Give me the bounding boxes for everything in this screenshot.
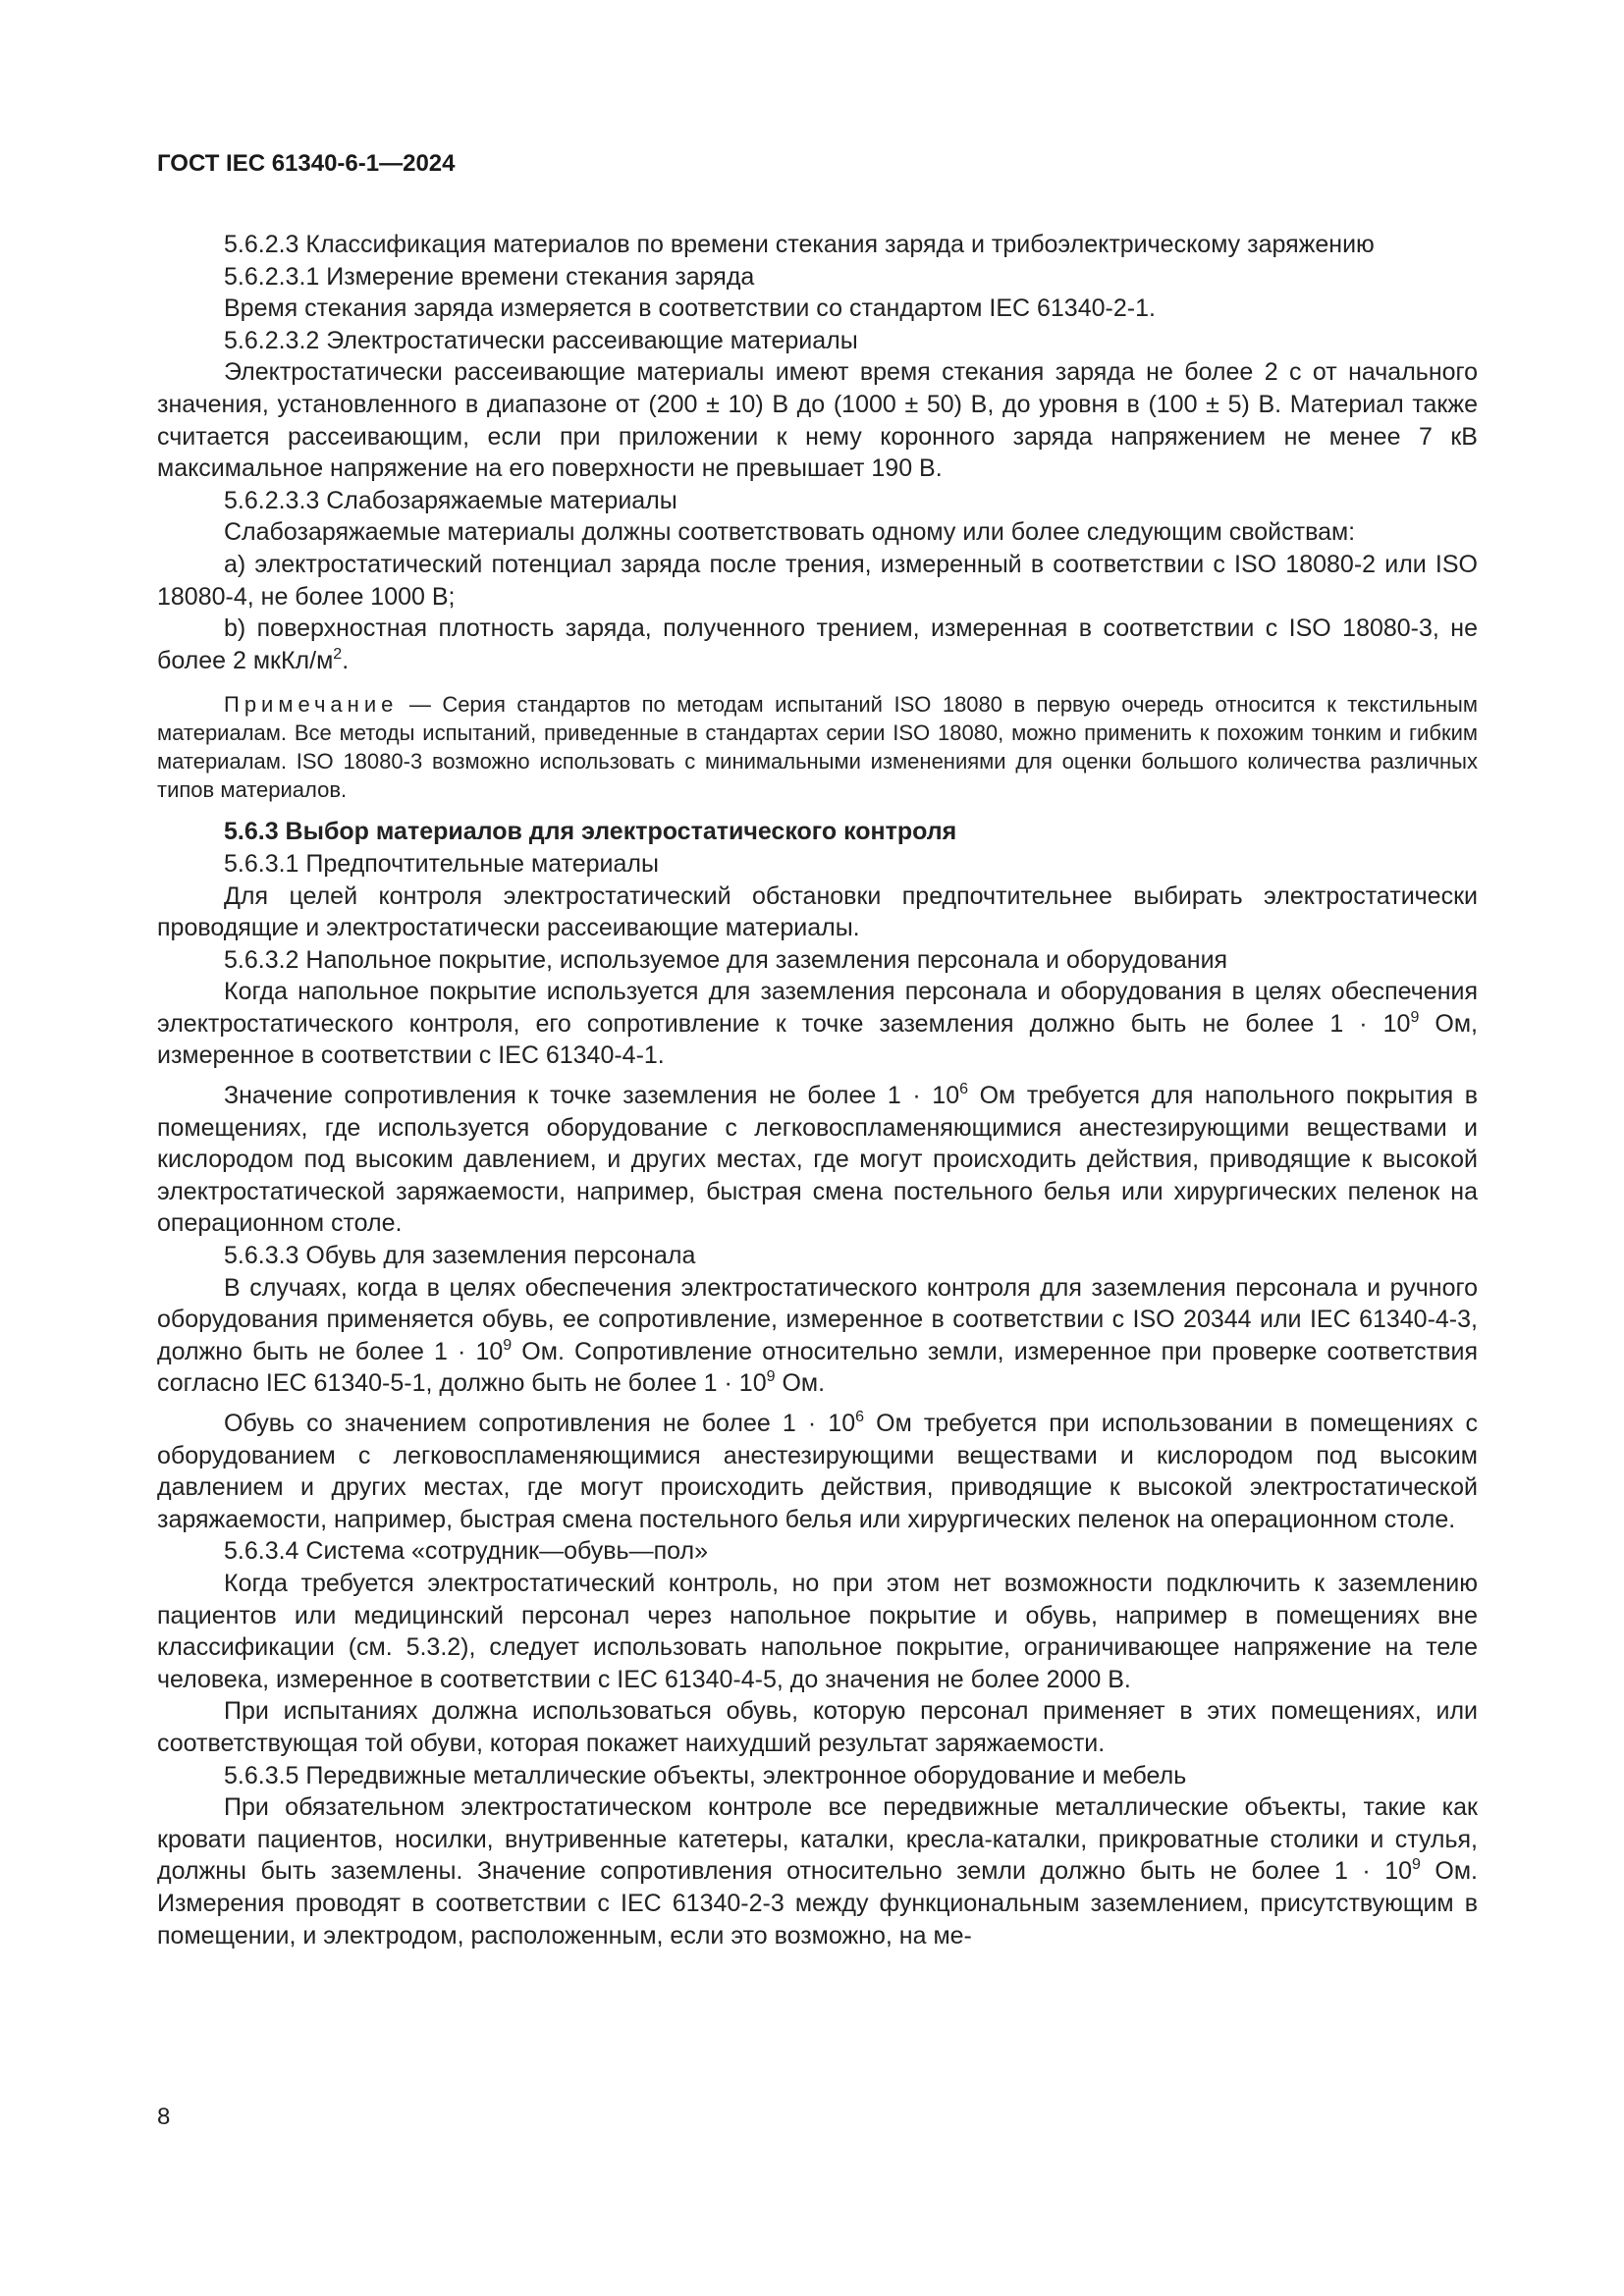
text-run: При обязательном электростатическом контроле все передвижные металлические объекты, такие как кровати пациентов, носилки, внутривенные катетеры, каталки, кресла-каталки, прикроватные столики и стулья, должны быть заземлены. Значение сопротивления относительно земли должно быть не более 1 · 10 <box>157 1793 1478 1886</box>
superscript: 9 <box>503 1336 513 1354</box>
list-item-a: a) электростатический потенциал заряда после трения, измеренный в соответствии с ISO 18080-2 или ISO 18080-4, не более 1000 В; <box>157 550 1478 611</box>
section-5-6-3-1-title: 5.6.3.1 Предпочтительные материалы <box>224 849 659 878</box>
section-5-6-3-1-text: Для целей контроля электростатический обстановки предпочтительнее выбирать электростатически проводящие и электростатически рассеивающие материалы. <box>157 881 1478 942</box>
superscript: 9 <box>1412 1856 1421 1874</box>
section-5-6-3-5-title: 5.6.3.5 Передвижные металлические объекты, электронное оборудование и мебель <box>224 1761 1187 1789</box>
list-item-b <box>157 613 1478 676</box>
section-5-6-2-3-1-text: Время стекания заряда измеряется в соответствии со стандартом IEC 61340-2-1. <box>224 294 1156 323</box>
section-5-6-2-3-2-title: 5.6.2.3.2 Электростатически рассеивающие материалы <box>224 326 858 354</box>
section-5-6-3-heading: 5.6.3 Выбор материалов для электростатического контроля <box>224 818 957 846</box>
section-5-6-3-3-paragraph-2 <box>157 1408 1478 1535</box>
text-run: Когда напольное покрытие используется для заземления персонала и оборудования в целях обеспечения электростатического контроля, его сопротивление к точке заземления должно быть не более 1 · 10 <box>157 978 1478 1038</box>
section-5-6-2-3-2-text: Электростатически рассеивающие материалы имеют время стекания заряда не более 2 с от начального значения, установленного в диапазоне от (200 ± 10) В до (1000 ± 50) В, до уровня в (100 ± 5) В. Материал также считается рассеивающим, если при приложении к нему коронного заряда напряжением не менее 7 кВ максимальное напряжение на его поверхности не превышает 190 В. <box>157 358 1478 483</box>
text-run: Ом, измеренное в соответствии с IEC 61340-4-1. <box>157 1009 1479 1070</box>
section-5-6-3-2-title: 5.6.3.2 Напольное покрытие, используемое для заземления персонала и оборудования <box>224 945 1228 974</box>
text-run: Ом. <box>775 1369 826 1398</box>
text-run: Ом требуется при использовании в помещениях с оборудованием с легковоспламеняющимися анестезирующими веществами и кислородом под высоким давлением и других местах, где могут происходить действия, приводящие к высокой электростатической заряжаемости, например, быстрая смена постельного белья или хирургических пеленок на операционном столе. <box>157 1410 1479 1533</box>
superscript: 2 <box>333 645 343 663</box>
document-header: ГОСТ IEC 61340-6-1—2024 <box>157 150 456 177</box>
section-5-6-3-2-paragraph-2 <box>157 1080 1478 1240</box>
section-5-6-2-3-3-title: 5.6.2.3.3 Слабозаряжаемые материалы <box>224 486 677 514</box>
superscript: 6 <box>959 1081 969 1098</box>
section-5-6-3-3-title: 5.6.3.3 Обувь для заземления персонала <box>224 1242 696 1270</box>
section-5-6-3-3-paragraph-1 <box>157 1272 1478 1400</box>
text-run: Ом требуется для напольного покрытия в помещениях, где используется оборудование с легковоспламеняющимися анестезирующими веществами и кислородом под высоким давлением, и других местах, где могут происходить действия, приводящие к высокой электростатической заряжаемости, например, быстрая смена постельного белья или хирургических пеленок на операционном столе. <box>157 1082 1478 1238</box>
superscript: 9 <box>1410 1008 1420 1026</box>
text-run: Значение сопротивления к точке заземления не более 1 · 10 <box>224 1082 960 1110</box>
text-run: Обувь со значением сопротивления не более 1 · 10 <box>224 1410 856 1437</box>
section-5-6-2-3-title: 5.6.2.3 Классификация материалов по времени стекания заряда и трибоэлектрическому заряжению <box>224 231 1375 258</box>
text-run: Ом. Сопротивление относительно земли, измеренное при проверке соответствия согласно IEC 61340-5-1, должно быть не более 1 · 10 <box>157 1337 1478 1398</box>
document-body <box>157 229 1478 1951</box>
superscript: 6 <box>855 1409 865 1425</box>
section-5-6-3-4-title: 5.6.3.4 Система «сотрудник—обувь—пол» <box>224 1537 708 1566</box>
note-text: — Серия стандартов по методам испытаний ISO 18080 в первую очередь относится к текстильным материалам. Все методы испытаний, приведенные в стандартах серии ISO 18080, можно применить к похожим тонким и гибким материалам. ISO 18080-3 возможно использовать с минимальными изменениями для оценки большого количества различных типов материалов. <box>157 692 1478 803</box>
section-5-6-3-4-paragraph-1: Когда требуется электростатический контроль, но при этом нет возможности подключить к заземлению пациентов или медицинский персонал через напольное покрытие и обувь, например в помещениях вне классификации (см. 5.3.2), следует использовать напольное покрытие, ограничивающее напряжение на теле человека, измеренное в соответствии с IEC 61340-4-5, до значения не более 2000 В. <box>157 1569 1478 1693</box>
section-5-6-2-3-1-title: 5.6.2.3.1 Измерение времени стекания заряда <box>224 262 755 291</box>
list-item-b-end: . <box>342 646 350 674</box>
text-run: Ом. Измерения проводят в соответствии с IEC 61340-2-3 между функциональным заземлением, присутствующим в помещении, и электродом, расположенным, если это возможно, на ме- <box>157 1857 1478 1949</box>
note-label: Примечание <box>224 692 399 718</box>
section-5-6-3-5-paragraph-1 <box>157 1791 1478 1951</box>
section-5-6-3-2-paragraph-1 <box>157 976 1478 1072</box>
list-item-b-text: b) поверхностная плотность заряда, полученного трением, измеренная в соответствии с ISO 18080-3, не более 2 мкКл/м <box>157 614 1478 674</box>
note-paragraph <box>157 690 1478 804</box>
section-5-6-3-4-paragraph-2: При испытаниях должна использоваться обувь, которую персонал применяет в этих помещениях, или соответствующая той обуви, которая покажет наихудший результат заряжаемости. <box>157 1697 1478 1757</box>
section-5-6-2-3-3-text: Слабозаряжаемые материалы должны соответствовать одному или более следующим свойствам: <box>224 518 1356 547</box>
text-run: В случаях, когда в целях обеспечения электростатического контроля для заземления персонала и ручного оборудования применяется обувь, ее сопротивление, измеренное в соответствии с ISO 20344 или IEC 61340-4-3, должно быть не более 1 · 10 <box>157 1273 1478 1365</box>
superscript: 9 <box>766 1368 776 1386</box>
page-number: 8 <box>157 2104 171 2130</box>
